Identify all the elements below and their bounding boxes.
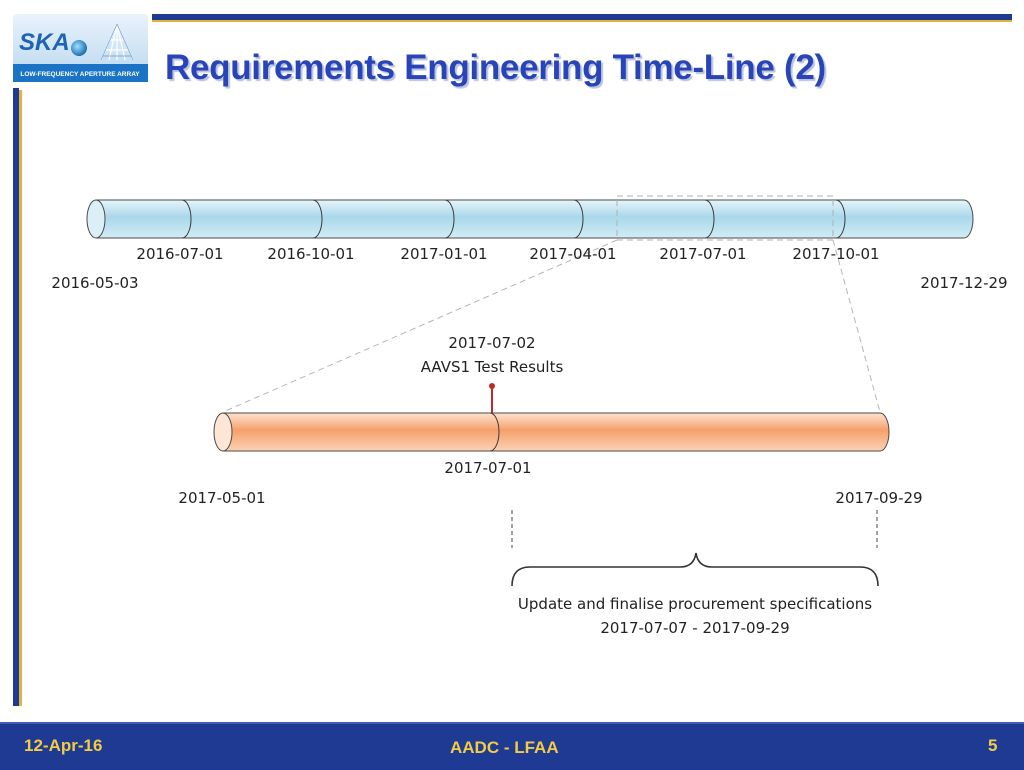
page-title: Requirements Engineering Time-Line (2) [165,48,826,87]
main-tick-label: 2017-10-01 [792,245,880,263]
logo-subtitle: LOW-FREQUENCY APERTURE ARRAY [20,71,140,78]
main-start-label: 2016-05-03 [51,274,139,292]
main-timeline-bar [87,200,973,238]
zoom-connector-left [223,240,617,412]
milestone-date: 2017-07-02 [448,334,536,352]
task-label: Update and finalise procurement specifications [517,595,873,613]
main-tick-label: 2017-01-01 [400,245,488,263]
footer-title: AADC - LFAA [450,738,559,757]
task-brace [512,553,878,586]
logo-wordmark: SKA [19,29,70,56]
main-tick-label: 2017-07-01 [659,245,747,263]
footer-bar [0,722,1024,770]
zoom-timeline-bar [214,413,889,451]
page-number: 5 [988,736,998,755]
milestone-marker-dot [489,383,495,389]
main-end-label: 2017-12-29 [920,274,1008,292]
zoom-connector-right [833,240,880,412]
milestone-label: AAVS1 Test Results [420,358,564,376]
zoom-end-label: 2017-09-29 [835,489,923,507]
main-tick-label: 2016-07-01 [136,245,224,263]
main-tick-label: 2016-10-01 [267,245,355,263]
main-tick-label: 2017-04-01 [529,245,617,263]
zoom-tick-label: 2017-07-01 [444,459,532,477]
task-range: 2017-07-07 - 2017-09-29 [600,619,790,637]
zoom-start-label: 2017-05-01 [178,489,266,507]
footer-date: 12-Apr-16 [24,736,103,755]
